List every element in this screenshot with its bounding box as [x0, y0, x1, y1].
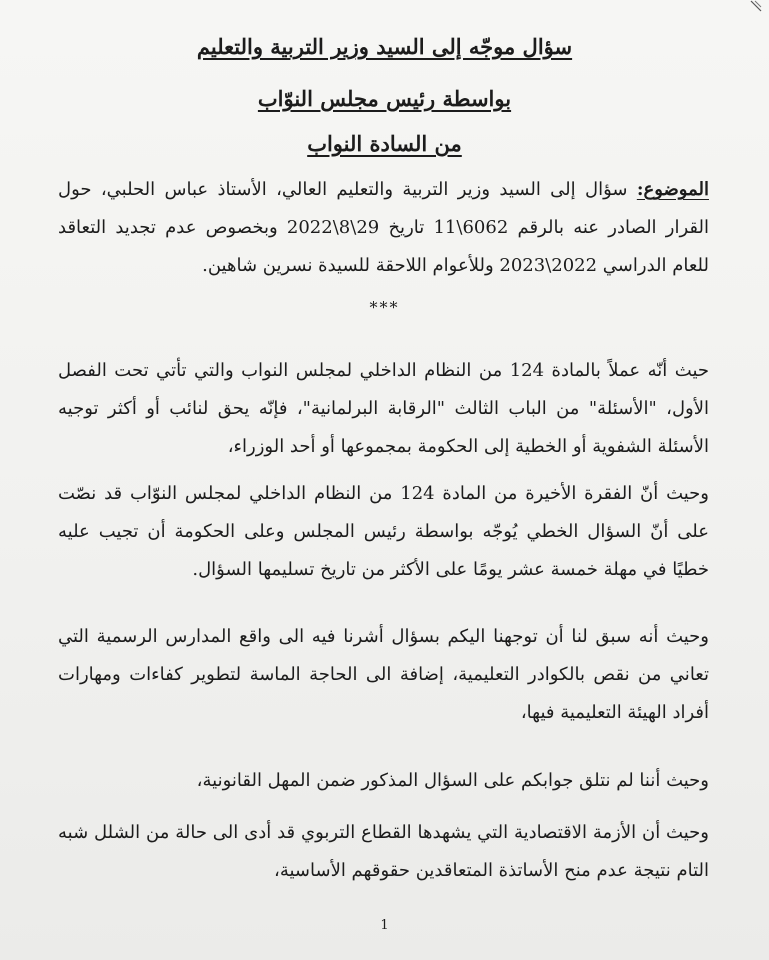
document-from-line: من السادة النواب — [307, 131, 462, 156]
section-separator: *** — [369, 298, 400, 317]
paragraph-previous-question: وحيث أنه سبق لنا أن توجهنا اليكم بسؤال أشرنا فيه الى واقع المدارس الرسمية التي تعاني من نقص بالكوادر التعليمية، إضافة الى الحاجة الماسة لتطوير كفاءات ومهارات أفراد الهيئة التعليمية فيها، — [58, 626, 709, 723]
paragraph-economic-crisis: وحيث أن الأزمة الاقتصادية التي يشهدها القطاع التربوي قد أدى الى حالة من الشلل شبه التام نتيجة عدم منح الأساتذة المتعاقدين حقوقهم الأساسية، — [58, 822, 709, 881]
paragraph-no-reply: وحيث أننا لم نتلق جوابكم على السؤال المذكور ضمن المهل القانونية، — [196, 770, 709, 791]
document-title: سؤال موجّه إلى السيد وزير التربية والتعليم — [196, 34, 573, 59]
document-via-line: بواسطة رئيس مجلس النوّاب — [257, 86, 512, 111]
subject-label: الموضوع: — [636, 179, 709, 200]
subject-text: سؤال إلى السيد وزير التربية والتعليم العالي، الأستاذ عباس الحلبي، حول القرار الصادر عنه بالرقم 6062\11 تاريخ 29\8\2022 وبخصوص عدم تجديد التعاقد للعام الدراسي 2022\2023 وللأعوام اللاحقة للسيدة نسرين شاهين. — [58, 179, 709, 276]
page-number: 1 — [380, 918, 389, 933]
paragraph-article-124: حيث أنّه عملاً بالمادة 124 من النظام الداخلي لمجلس النواب والتي تأتي تحت الفصل الأول، "الأسئلة" من الباب الثالث "الرقابة البرلمانية"، فإنّه يحق لنائب أو أكثر توجيه الأسئلة الشفوية أو الخطية إلى الحكومة بمجموعها أو أحد الوزراء، — [58, 360, 709, 457]
subject-paragraph — [58, 171, 709, 285]
staple-mark-icon — [749, 0, 763, 14]
paragraph-last-clause: وحيث أنّ الفقرة الأخيرة من المادة 124 من النظام الداخلي لمجلس النوّاب قد نصّت على أنّ السؤال الخطي يُوجّه بواسطة رئيس المجلس وعلى الحكومة أن تجيب عليه خطيًا في مهلة خمسة عشر يومًا على الأكثر من تاريخ تسليمها السؤال. — [58, 483, 710, 580]
